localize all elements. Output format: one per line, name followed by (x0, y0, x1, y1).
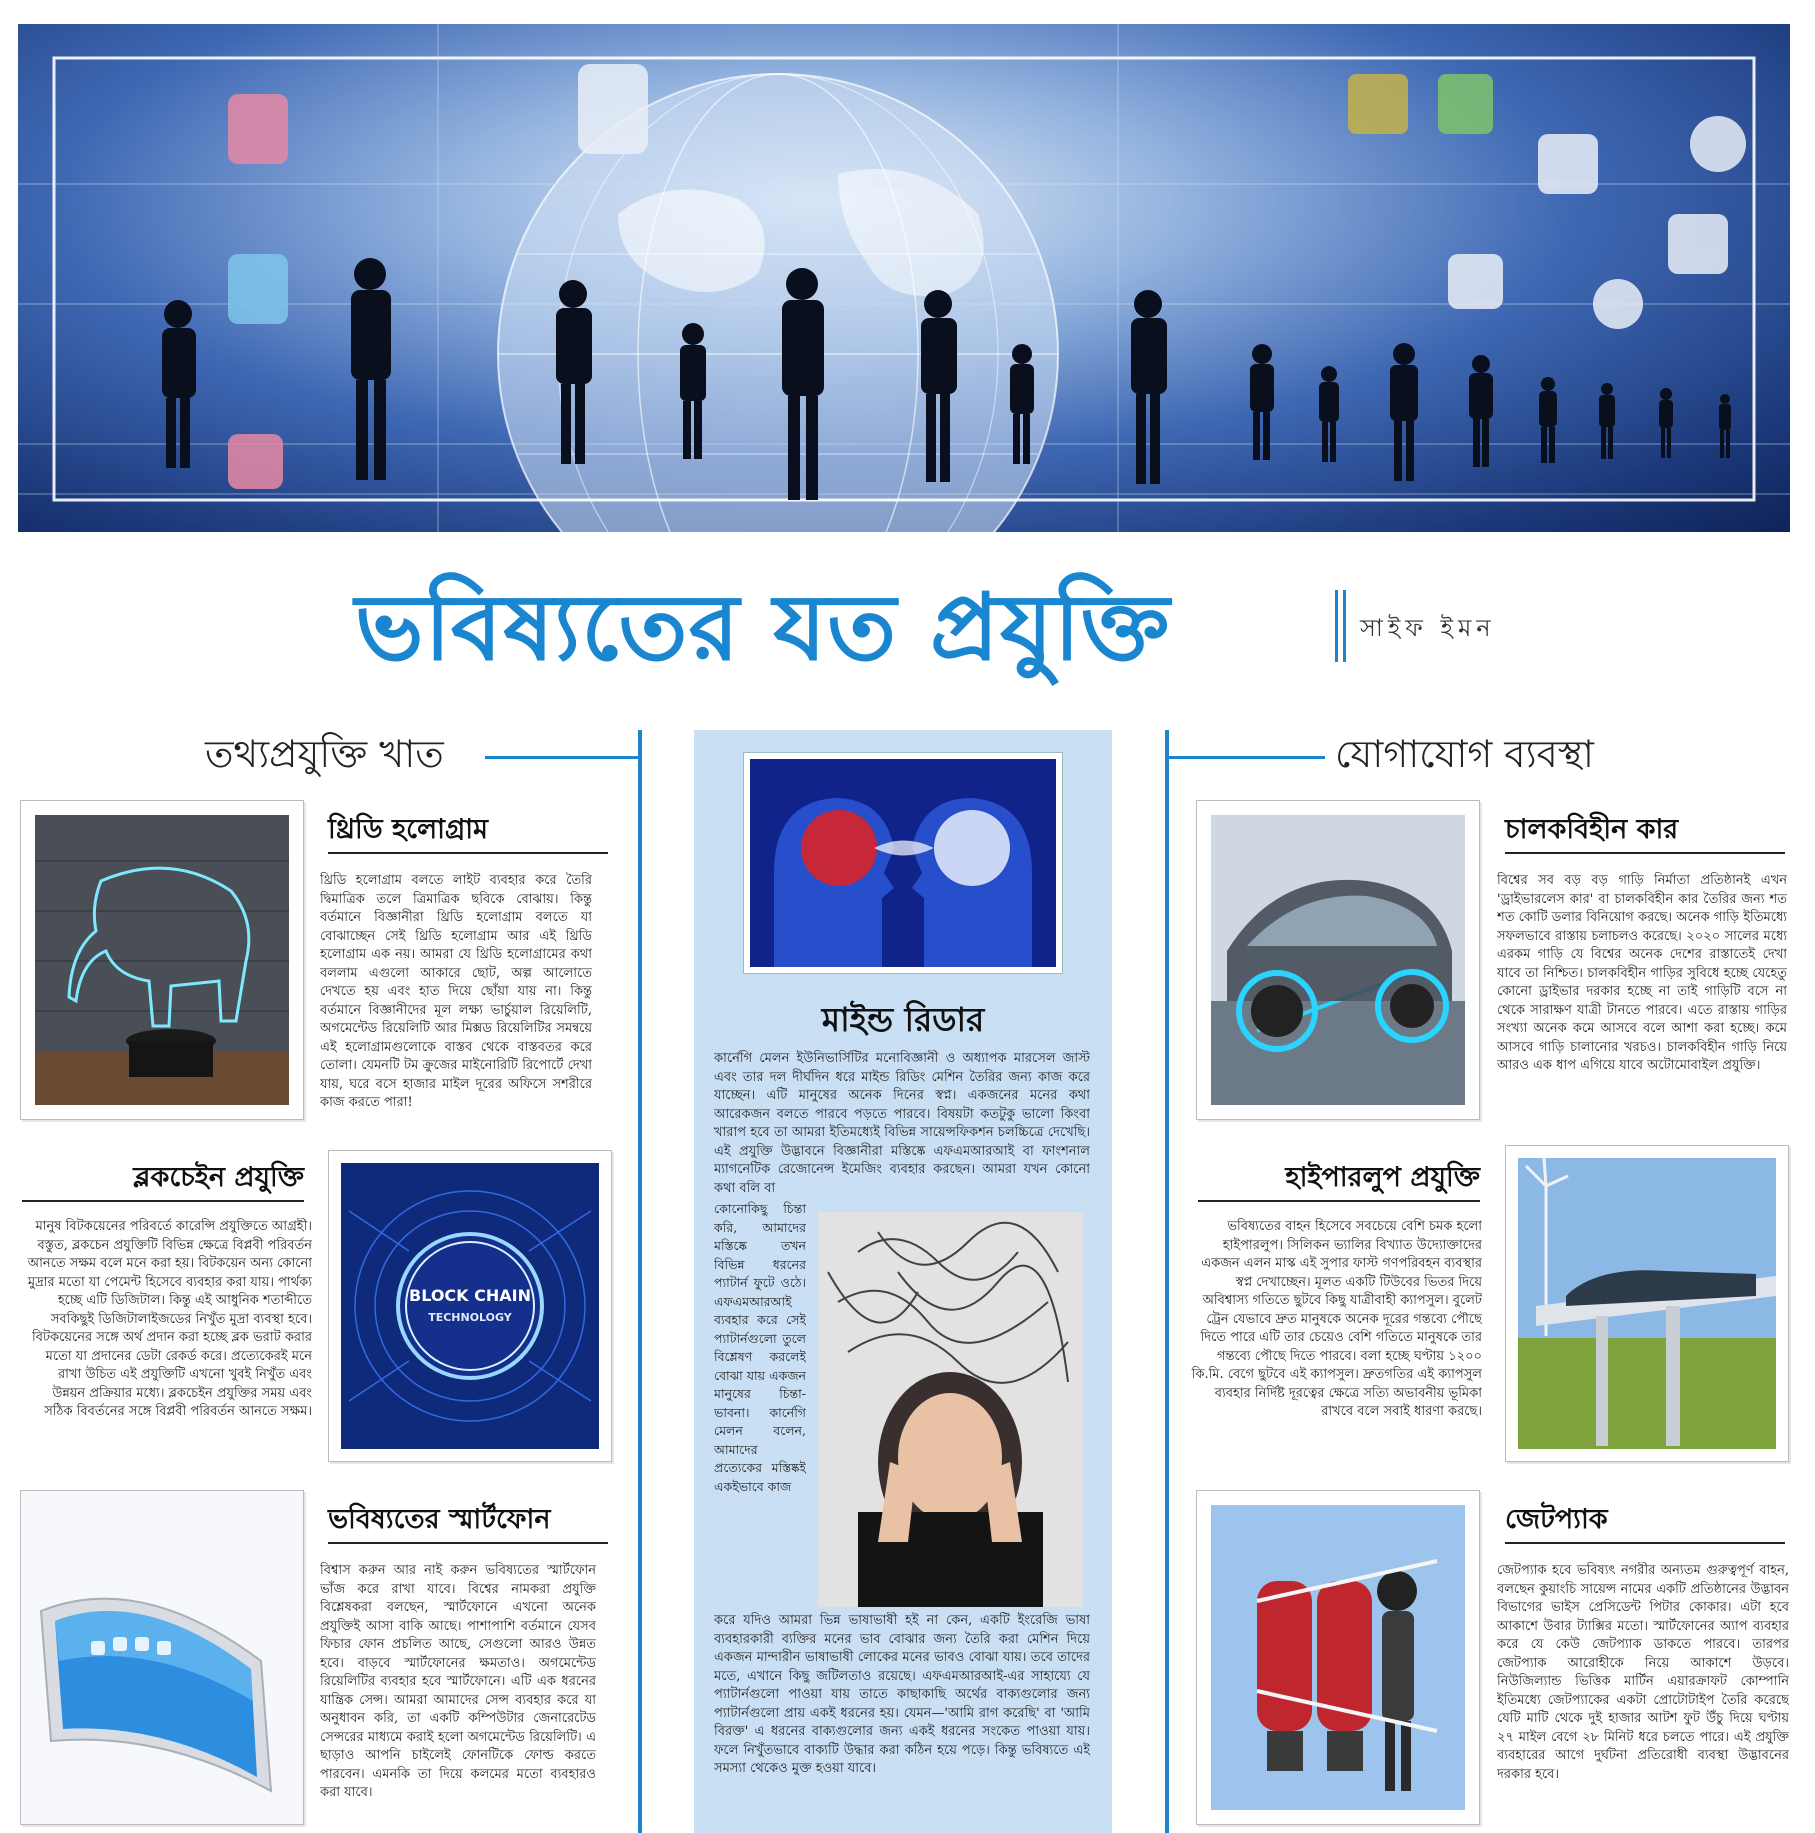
article-body: মানুষ বিটকয়েনের পরিবর্তে কারেন্সি প্রযুক্তিতে আগ্রহী। বস্তুত, ব্লকচেন প্রযুক্তিটি বিভিন্ন ক্ষেত্রে বিপ্লবী পরিবর্তন আনতে সক্ষম বলে মনে করা হয়। বিটকয়েন অন্য কোনো মুদ্রার মতো যা পেমেন্ট হিসেবে ব্যবহার করা যায়। পার্থক্য হচ্ছে এটি ডিজিটাল। কিন্তু এই আধুনিক শতাব্দীতে সবকিছুই ডিজিটালাইজডের নিখুঁত মুদ্রা ব্যবস্থা হবে। বিটকয়েনের সঙ্গে অর্থ প্রদান করা হচ্ছে ব্লক ভরাট করার মতো যা প্রদানের ডেটা রেকর্ড করে। প্রত্যেকেরই মনে রাখা উচিত এই প্রযুক্তিটি এখনো খুবই নিখুঁত এবং উন্নয়ন প্রক্রিয়ার মধ্যে। ব্লকচেইন প্রযুক্তির সময় এবং সঠিক বিবর্তনের সঙ্গে বিপ্লবী পরিবর্তন আনতে সক্ষম। (27, 1219, 312, 1419)
article-body: কোনোকিছু চিন্তা করি, আমাদের মস্তিষ্কে তখন বিভিন্ন ধরনের প্যাটার্ন ফুটে ওঠে। এফএমআরআই ব্যবহার করে সেই প্যাটার্নগুলো তুলে বিশ্লেষণ করলেই বোঝা যায় একজন মানুষের চিন্তা-ভাবনা। কার্নেগি মেলন বলেন, আমাদের প্রত্যেকের মস্তিষ্কই একইভাবে কাজ (714, 1201, 806, 1494)
mind-reader-image-frame (743, 752, 1063, 974)
title-divider-line (1343, 590, 1346, 662)
smartphone-image-frame (20, 1490, 304, 1825)
article-body: ভবিষ্যতের বাহন হিসেবে সবচেয়ে বেশি চমক হলো হাইপারলুপ। সিলিকন ভ্যালির বিখ্যাত উদ্যোক্তাদের একজন এলন মাস্ক এই সুপার ফাস্ট গণপরিবহন ব্যবস্থার স্বপ্ন দেখাচ্ছেন। মূলত একটি টিউবের ভিতর দিয়ে অবিশ্বাস্য গতিতে ছুটবে কিছু যাত্রীবাহী ক্যাপসুল। বুলেট ট্রেন যেভাবে দ্রুত মানুষকে অনেক দূরের গন্তব্যে পৌছে দিতে পারে এটি তার চেয়েও বেশি গতিতে মানুষকে তার গন্তব্যে পৌছে দিতে পারবে। বলা হচ্ছে ঘণ্টায় ১২০০ কি.মি. বেগে ছুটবে এই ক্যাপসুল। দ্রুতগতির এই ক্যাপসুল ব্যবহার নির্দিষ্ট দূরত্বের ক্ষেত্রে সত্যি অভাবনীয় ভূমিকা রাখবে বলে সবাই ধারণা করছে। (1191, 1219, 1482, 1419)
woman-thinking-illustration (818, 1212, 1083, 1607)
article-body: বিশ্বের সব বড় বড় গাড়ি নির্মাতা প্রতিষ্ঠানই এখন 'ড্রাইভারলেস কার' বা চালকবিহীন কার তৈরির জন্য শত শত কোটি ডলার বিনিয়োগ করছে। অনেক গাড়ি ইতিমধ্যে সফলভাবে রাস্তায় চলাচলও করেছে। ২০২০ সালের মধ্যে এরকম গাড়ি যে বিশ্বের অনেক দেশের রাস্তাতেই দেখা যাবে তা নিশ্চিত। চালকবিহীন গাড়ির সুবিধে হচ্ছে যেহেতু কোনো ড্রাইভার দরকার হচ্ছে না তাই গাড়িটি বসে না থেকে সারাক্ষণ যাত্রী টানতে পারবে। এতে রাস্তায় গাড়ির সংখ্যা অনেক কমে আসবে বলে আশা করা হচ্ছে। কমে আসবে গাড়ি চালানোর খরচও। চালকবিহীন গাড়ি নিয়ে আরও এক ধাপ এগিয়ে যাবে অটোমোবাইল প্রযুক্তি। (1497, 873, 1787, 1073)
article-body: জেটপ্যাক হবে ভবিষ্যৎ নগরীর অন্যতম গুরুত্বপূর্ণ বাহন, বলছেন কুয়াংচি সায়েন্স নামের একটি প্রতিষ্ঠানের উদ্ভাবন বিভাগের ভাইস প্রেসিডেন্ট পিটার কোকার। এটা হবে আকাশে উবার ট্যাক্সির মতো। স্মার্টফোনের অ্যাপ ব্যবহার করে যে কেউ জেটপ্যাক ডাকতে পারবে। তারপর জেটপ্যাক আরোহীকে নিয়ে আকাশে উড়বে। নিউজিল্যান্ড ভিত্তিক মার্টিন এয়ারক্রাফট কোম্পানি ইতিমধ্যে জেটপ্যাকের একটা প্রোটোটাইপ তৈরি করেছে যেটি মাটি থেকে দুই হাজার আটশ ফুট উঁচু দিয়ে ঘণ্টায় ২৭ মাইল বেগে ২৮ মিনিট ধরে চলতে পারে। এই প্রযুক্তি ব্যবহারের আগে দুর্ঘটনা প্রতিরোধী ব্যবস্থা উদ্ভাবনের দরকার হবে। (1497, 1563, 1789, 1782)
blockchain-image-text: TECHNOLOGY (428, 1311, 512, 1324)
article-heading: চালকবিহীন কার (1505, 812, 1785, 854)
flexible-smartphone-image (21, 1491, 303, 1824)
hologram-image-frame (20, 800, 304, 1120)
title-divider-line (1335, 590, 1338, 662)
section-title-left: তথ্যপ্রযুক্তি খাত (205, 732, 444, 776)
driverless-car-image (1197, 801, 1479, 1119)
article-title: ভবিষ্যতের যত প্রযুক্তি (355, 574, 1171, 681)
column-divider-left (638, 730, 642, 1833)
article-heading: জেটপ্যাক (1505, 1502, 1785, 1544)
article-heading: ব্লকচেইন প্রযুক্তি (22, 1160, 304, 1202)
section-underline (1165, 756, 1325, 759)
article-heading: ভবিষ্যতের স্মার্টফোন (328, 1502, 608, 1544)
hologram-elephant-image (21, 801, 303, 1119)
driverless-car-image-frame (1196, 800, 1480, 1120)
column-divider-right (1165, 730, 1169, 1833)
jetpack-image-frame (1196, 1490, 1480, 1825)
jetpack-image (1197, 1491, 1479, 1824)
author-name: সাইফ ইমন (1360, 614, 1496, 642)
article-body: থ্রিডি হলোগ্রাম বলতে লাইট ব্যবহার করে তৈরি দ্বিমাত্রিক তলে ত্রিমাত্রিক ছবিকে বোঝায়। কিন্তু বর্তমানে বিজ্ঞানীরা থ্রিডি হলোগ্রাম বলতে যা বোঝাচ্ছেন সেই থ্রিডি হলোগ্রাম আর এই থ্রিডি হলোগ্রাম এক নয়। আমরা যে থ্রিডি হলোগ্রামের কথা বললাম এগুলো আকারে ছোট, অল্প আলোতে দেখতে হয় এবং হাত দিয়ে ছোঁয়া যায় না। কিন্তু বর্তমানে বিজ্ঞানীদের মূল লক্ষ্য ভার্চুয়াল রিয়েলিটি, অগমেন্টেড রিয়েলিটি আর মিক্সড রিয়েলিটির সমন্বয়ে এই হলোগ্রামগুলোকে বাস্তব থেকে বাস্তবতর করে তোলা। যেমনটি টম ক্রুজের মাইনোরিটি রিপোর্টে দেখা যায়, ঘরে বসে হাজার মাইল দূরের অফিসে সশরীরে কাজ করতে পারা! (320, 873, 592, 1110)
blockchain-image-text: BLOCK CHAIN (409, 1286, 531, 1305)
woman-thinking-image (818, 1212, 1083, 1607)
article-heading: হাইপারলুপ প্রযুক্তি (1198, 1160, 1480, 1202)
article-body: কার্নেগি মেলন ইউনিভার্সিটির মনোবিজ্ঞানী ও অধ্যাপক মারসেল জাস্ট এবং তার দল দীর্ঘদিন ধরে মাইন্ড রিডিং মেশিন তৈরির জন্য কাজ করে যাচ্ছেন। এটি মানুষের অনেক দিনের স্বপ্ন। একজনের মনের কথা আরেকজন বলতে পারবে পড়তে পারবে। বিষয়টা কতটুকু ভালো কিংবা খারাপ হবে তা আমরা ইতিমধ্যেই বিভিন্ন সায়েন্সফিকশন চলচ্চিত্রে দেখেছি। এই প্রযুক্তি উদ্ভাবনে বিজ্ঞানীরা মস্তিষ্কে এফএমআরআই বা ফাংশনাল ম্যাগনেটিক রেজোনেন্স ইমেজিং ব্যবহার করছেন। আমরা যখন কোনো কথা বলি বা (714, 1051, 1090, 1196)
hyperloop-train-image (1506, 1146, 1788, 1461)
section-underline (485, 756, 640, 759)
article-body: করে যদিও আমরা ভিন্ন ভাষাভাষী হই না কেন, একটি ইংরেজি ভাষা ব্যবহারকারী ব্যক্তির মনের ভাব বোঝার জন্য তৈরি করা মেশিন দিয়ে একজন মান্দারীন ভাষাভাষী লোকের মনের ভাবও বোঝা যায়। তবে তাদের মতে, এখানে কিছু জটিলতাও রয়েছে। এফএমআরআই-এর সাহায্যে যে প্যাটার্নগুলো পাওয়া যায় তাতে কাছাকাছি অর্থের বাক্যগুলোর জন্য প্যাটার্নগুলো প্রায় একই ধরনের হয়। যেমন—'আমি রাগ করেছি' বা 'আমি বিরক্ত' এ ধরনের বাক্যগুলোর জন্য একই ধরনের সংকেত পাওয়া যায়। ফলে নিখুঁতভাবে বাক্যটি উদ্ধার করা কঠিন হয়ে পড়ে। কিন্তু ভবিষ্যতে এই সমস্যা থেকেও মুক্ত হওয়া যাবে। (714, 1613, 1090, 1776)
article-heading: থ্রিডি হলোগ্রাম (328, 812, 608, 854)
banner-illustration (18, 24, 1790, 532)
article-body: বিশ্বাস করুন আর নাই করুন ভবিষ্যতের স্মার্টফোন ভাঁজ করে রাখা যাবে। বিশ্বের নামকরা প্রযুক্তি বিশ্লেষকরা বলছেন, স্মার্টফোনে এখনো অনেক প্রযুক্তিই আসা বাকি আছে। পাশাপাশি বর্তমানে যেসব ফিচার ফোন প্রচলিত আছে, সেগুলো আরও উন্নত হবে। বাড়বে স্মার্টফোনের ক্ষমতাও। অগমেন্টেড রিয়েলিটির ব্যবহার হবে স্মার্টফোনে। এটি এক ধরনের যান্ত্রিক সেন্স। আমরা আমাদের সেন্স ব্যবহার করে যা অনুধাবন করি, তা একটি কম্পিউটার জেনারেটেড সেন্সরের মাধ্যমে করাই হলো অগমেন্টেড রিয়েলিটি। এ ছাড়াও আপনি চাইলেই ফোনটিকে ফোল্ড করতে পারবেন। এমনকি তা দিয়ে কলমের মতো ব্যবহারও করা যাবে। (320, 1563, 596, 1800)
section-title-right: যোগাযোগ ব্যবস্থা (1335, 732, 1594, 776)
blockchain-technology-image (329, 1151, 611, 1461)
header-banner-image (18, 24, 1790, 532)
brain-connection-image (744, 753, 1062, 973)
blockchain-image-frame (328, 1150, 612, 1462)
article-heading: মাইন্ড রিডার (821, 1000, 985, 1039)
hyperloop-image-frame (1505, 1145, 1789, 1462)
